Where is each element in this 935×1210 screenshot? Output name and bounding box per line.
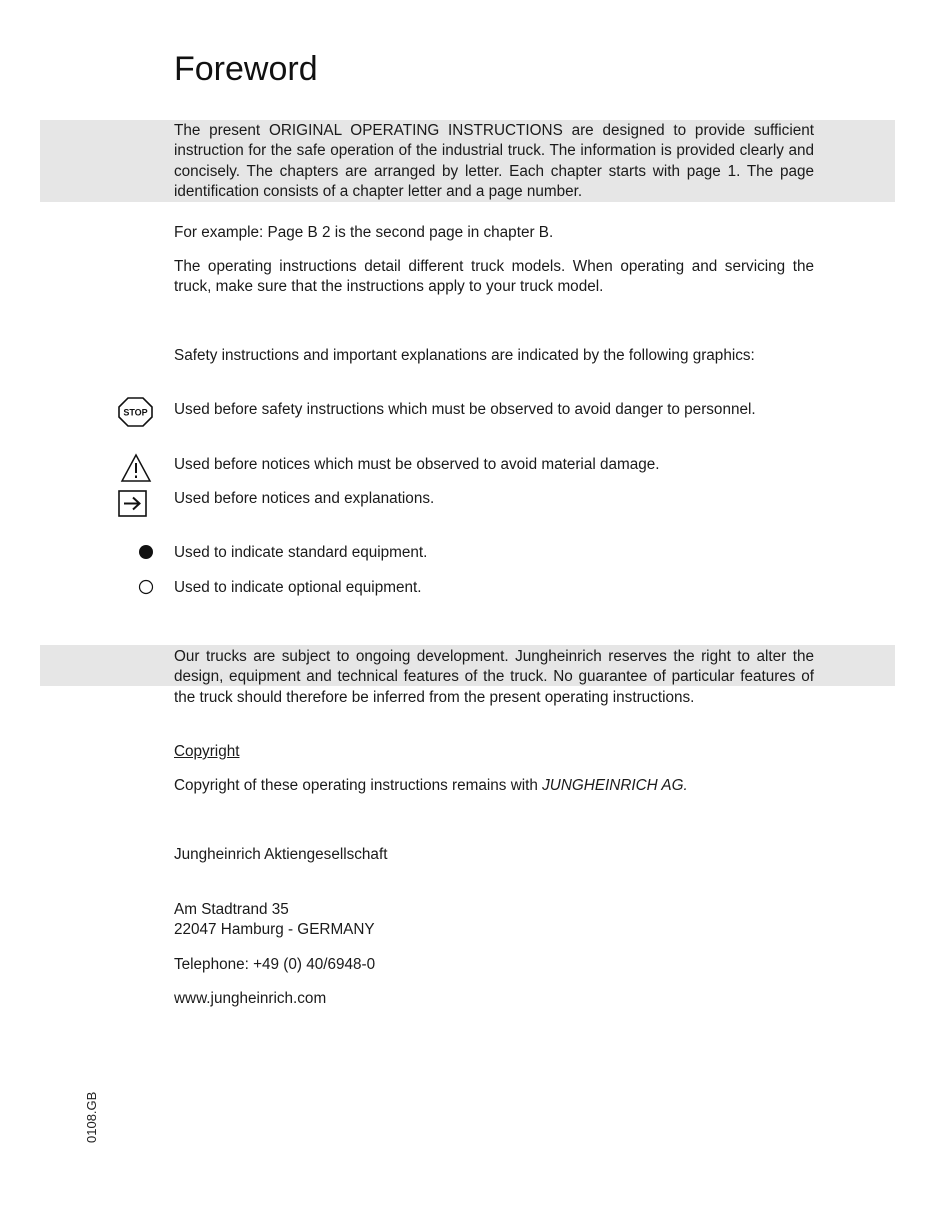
- symbol-text-note: Used before notices and explanations.: [174, 490, 435, 507]
- symbol-text-optional: Used to indicate optional equipment.: [174, 579, 422, 596]
- empty-circle-icon: [138, 579, 154, 595]
- models-paragraph: The operating instructions detail different truck models. When operating and servicing the truck, make sure that the instructions apply to your truck model.: [174, 258, 814, 296]
- company-name: Jungheinrich Aktiengesellschaft: [174, 846, 388, 863]
- stop-sign-label: STOP: [123, 407, 148, 418]
- address-city: 22047 Hamburg - GERMANY: [174, 921, 375, 938]
- filled-circle-icon: [138, 544, 154, 560]
- address-street: Am Stadtrand 35: [174, 901, 289, 918]
- copyright-paragraph: [174, 776, 814, 796]
- intro-paragraph: The present ORIGINAL OPERATING INSTRUCTIONS are designed to provide sufficient instruction for the safe operation of the industrial truck. The information is provided clearly and concisely. The chapters are arranged by letter. Each chapter starts with page 1. The page identification consists of a chapter letter and a page number.: [174, 122, 814, 201]
- document-code: 0108.GB: [84, 1091, 99, 1143]
- example-paragraph: For example: Page B 2 is the second page in chapter B.: [174, 224, 554, 241]
- copyright-heading: Copyright: [174, 743, 240, 760]
- stop-sign-icon: [118, 397, 153, 427]
- symbol-text-stop: Used before safety instructions which must be observed to avoid danger to personnel.: [174, 401, 756, 418]
- page-title: Foreword: [174, 50, 318, 88]
- arrow-box-icon: [118, 490, 147, 517]
- website-link[interactable]: www.jungheinrich.com: [174, 990, 327, 1007]
- copyright-company: JUNGHEINRICH AG.: [542, 777, 688, 794]
- development-paragraph: Our trucks are subject to ongoing development. Jungheinrich reserves the right to alter the design, equipment and technical features of the truck. No guarantee of particular features of the truck should therefore be inferred from the present operating instructions.: [174, 648, 814, 706]
- telephone: Telephone: +49 (0) 40/6948-0: [174, 956, 376, 973]
- warning-triangle-icon: [120, 453, 152, 483]
- safety-intro-paragraph: Safety instructions and important explanations are indicated by the following graphics:: [174, 347, 755, 364]
- symbol-text-warning: Used before notices which must be observed to avoid material damage.: [174, 456, 660, 473]
- copyright-text: Copyright of these operating instructions remains with: [174, 777, 543, 794]
- symbol-text-standard: Used to indicate standard equipment.: [174, 544, 428, 561]
